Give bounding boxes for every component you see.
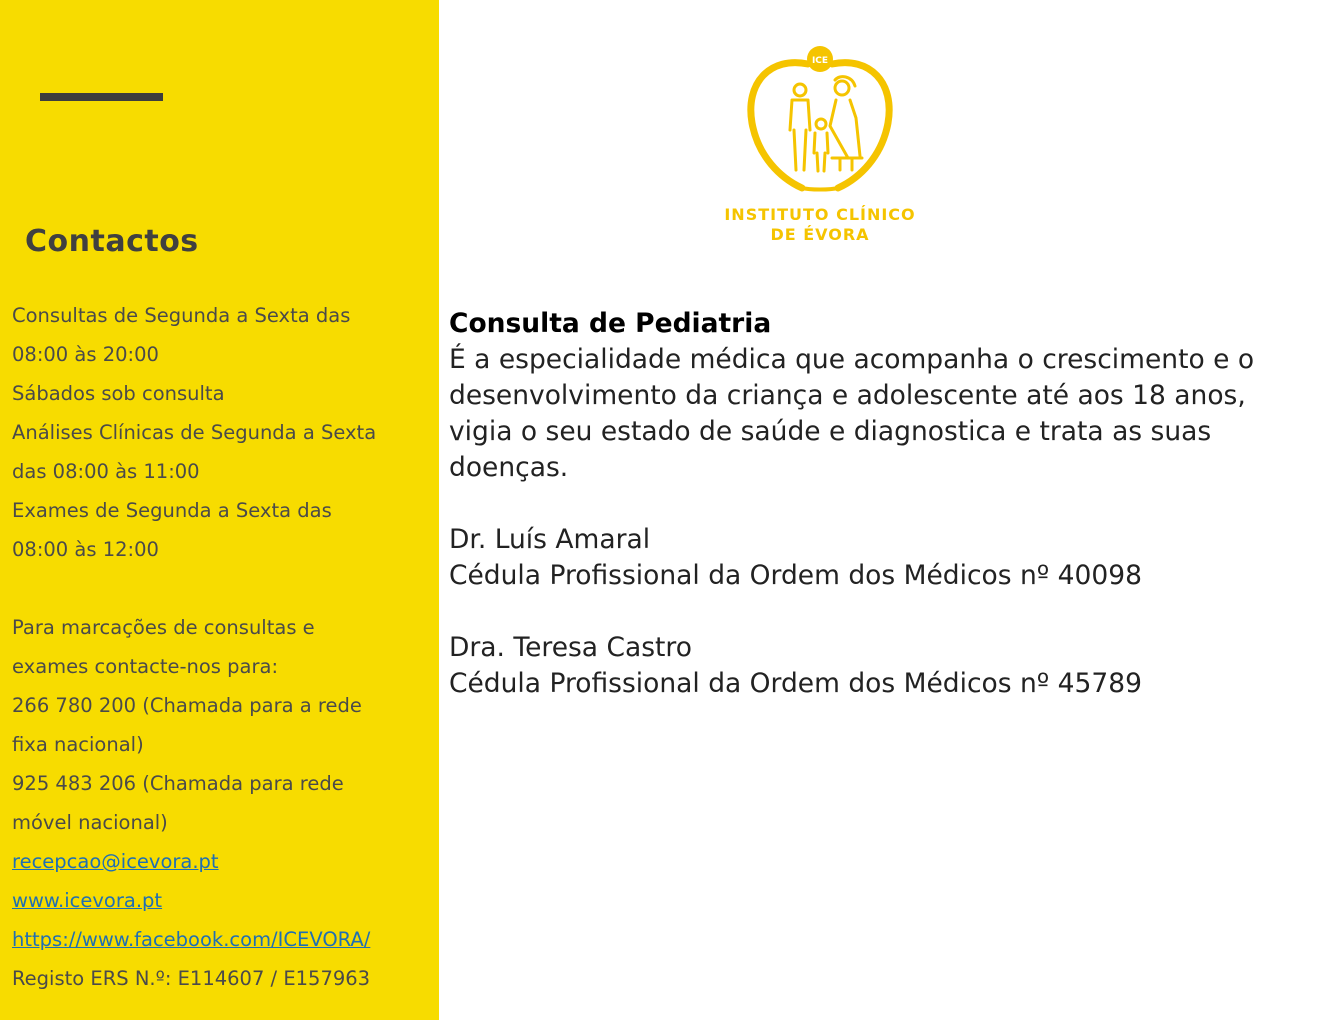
doctor-entry <box>449 630 1309 702</box>
doctor-name: Dr. Luís Amaral <box>449 524 651 555</box>
contacts-heading: Contactos <box>25 224 199 259</box>
facebook-link[interactable]: https://www.facebook.com/ICEVORA/ <box>12 928 371 951</box>
mobile-phone-note: móvel nacional) <box>12 811 168 834</box>
spacer <box>12 569 437 608</box>
hours-saturday-line: Sábados sob consulta <box>12 382 225 405</box>
contacts-sidebar <box>0 0 439 1020</box>
doctor-name: Dra. Teresa Castro <box>449 632 692 663</box>
service-title: Consulta de Pediatria <box>449 308 772 339</box>
hours-consultas-line: Consultas de Segunda a Sexta das <box>12 304 351 327</box>
hours-consultas-time: 08:00 às 20:00 <box>12 343 159 366</box>
contact-lines <box>12 296 437 998</box>
doctor-entry <box>449 522 1309 594</box>
booking-intro-line: Para marcações de consultas e <box>12 616 315 639</box>
mobile-phone: 925 483 206 (Chamada para rede <box>12 772 344 795</box>
accent-bar <box>40 93 163 101</box>
landline-phone: 266 780 200 (Chamada para a rede <box>12 694 362 717</box>
ers-registration: Registo ERS N.º: E114607 / E157963 <box>12 967 371 990</box>
logo-badge-text: ICE <box>811 56 829 66</box>
website-link[interactable]: www.icevora.pt <box>12 889 163 912</box>
booking-intro-line-2: exames contacte-nos para: <box>12 655 279 678</box>
service-content <box>449 306 1309 702</box>
logo-wordmark-line1: INSTITUTO CLÍNICO <box>724 205 916 224</box>
service-description: É a especialidade médica que acompanha o crescimento e o desenvolvimento da criança e adolescente até aos 18 anos, vigia o seu estado de saúde e diagnostica e trata as suas doenças. <box>449 344 1255 483</box>
email-link[interactable]: recepcao@icevora.pt <box>12 850 219 873</box>
logo-heart-outline <box>751 63 808 188</box>
hours-analises-line: Análises Clínicas de Segunda a Sexta <box>12 421 377 444</box>
doctor-license: Cédula Profissional da Ordem dos Médicos nº 45789 <box>449 668 1142 699</box>
hours-exames-time: 08:00 às 12:00 <box>12 538 159 561</box>
doctor-license: Cédula Profissional da Ordem dos Médicos nº 40098 <box>449 560 1142 591</box>
hours-exames-line: Exames de Segunda a Sexta das <box>12 499 332 522</box>
landline-phone-note: fixa nacional) <box>12 733 144 756</box>
hours-analises-time: das 08:00 às 11:00 <box>12 460 200 483</box>
clinic-logo <box>690 38 950 253</box>
logo-wordmark-line2: DE ÉVORA <box>770 225 870 244</box>
